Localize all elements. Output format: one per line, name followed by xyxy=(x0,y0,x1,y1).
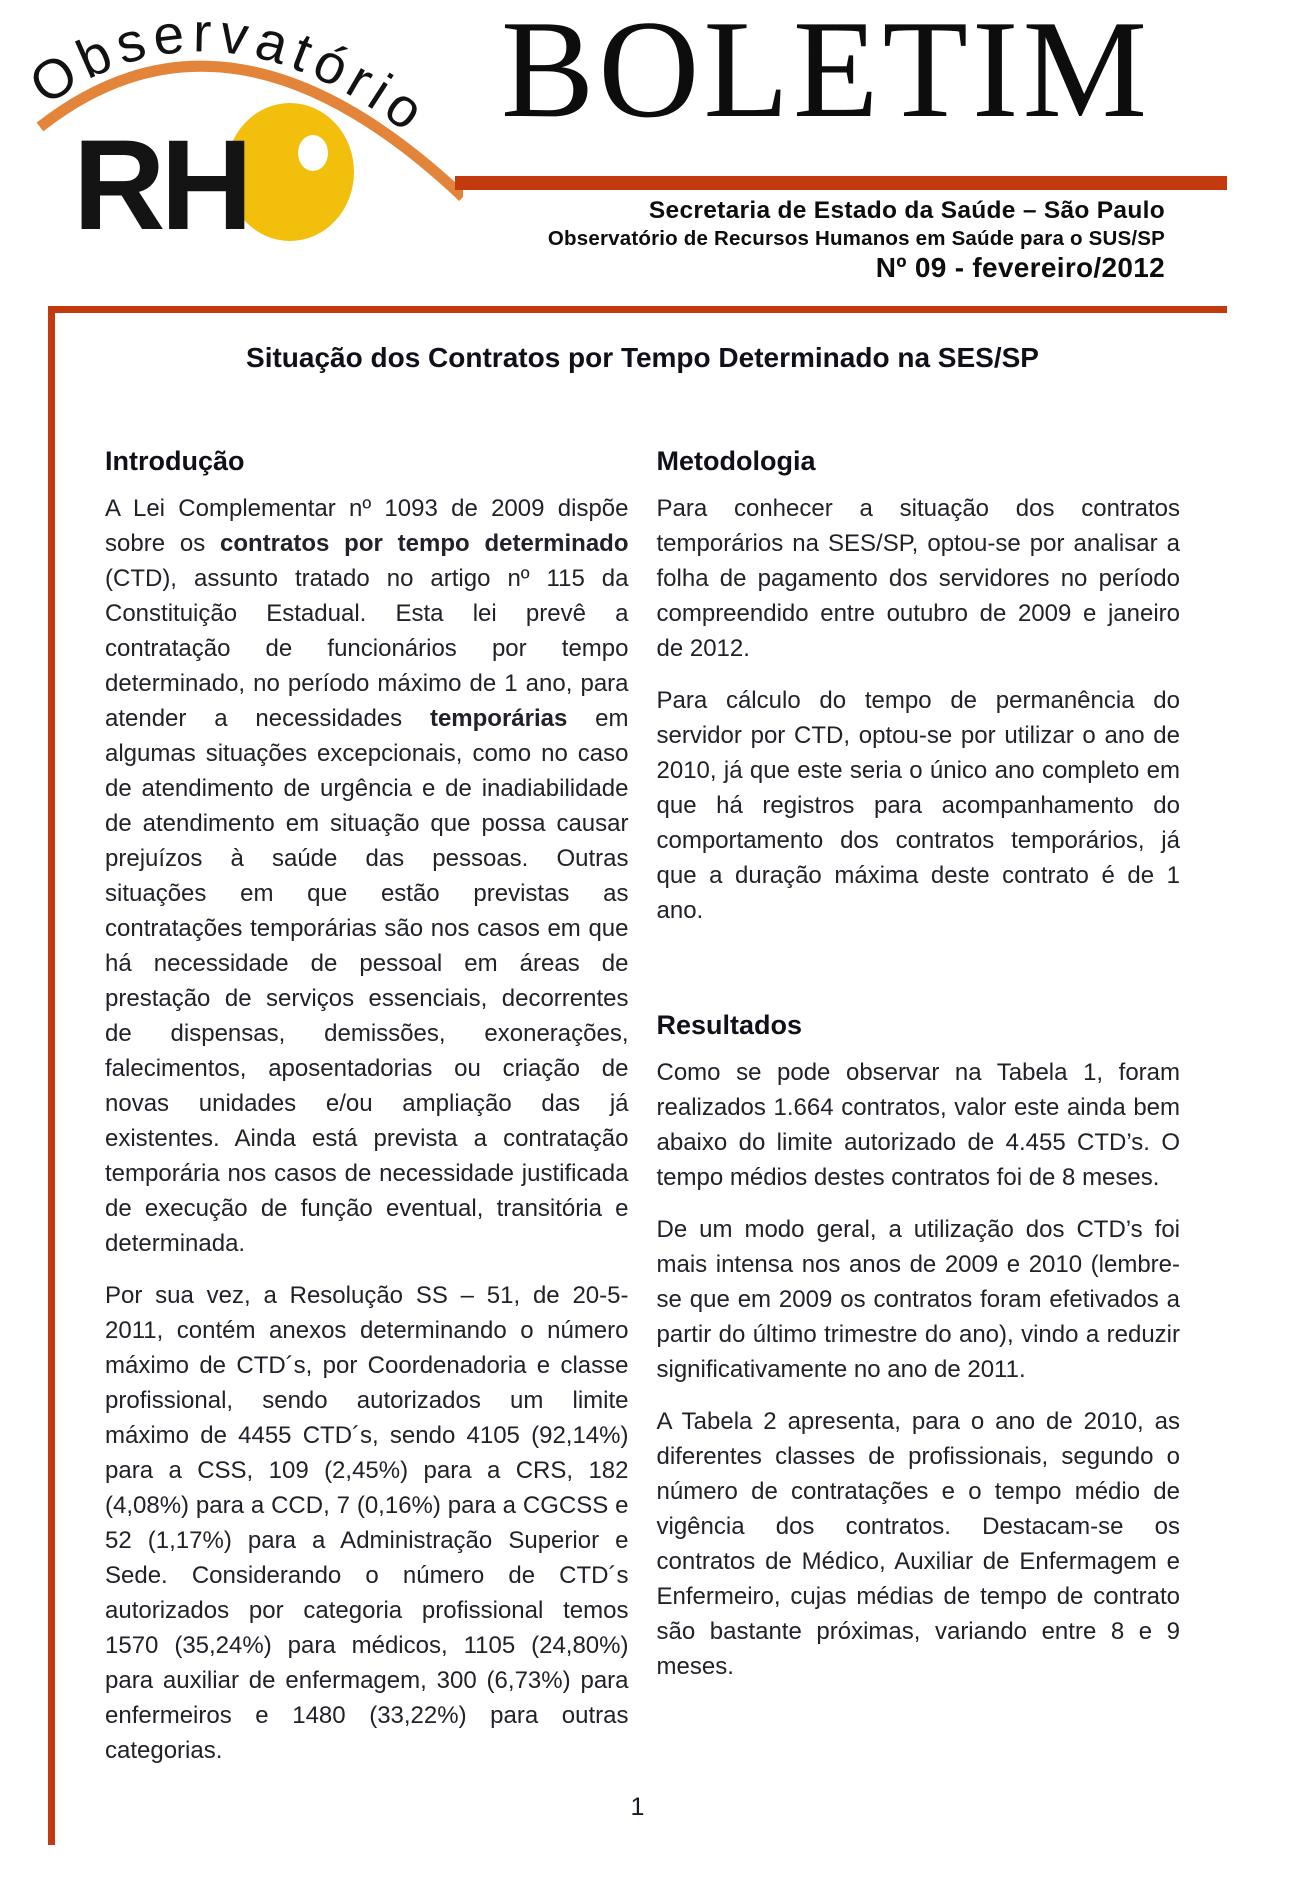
header-lines xyxy=(548,196,1165,284)
paragraph: Como se pode observar na Tabela 1, foram realizados 1.664 contratos, valor este ainda bem abaixo do limite autorizado de 4.455 CTD’s. O tempo médios destes contratos foi de 8 meses. xyxy=(656,1059,1180,1191)
metodologia-paragraphs xyxy=(657,491,1181,928)
intro-heading: Introdução xyxy=(105,446,245,476)
paragraph: Para conhecer a situação dos contratos temporários na SES/SP, optou-se por analisar a folha de pagamento dos servidores no período compreendido entre outubro de 2009 e janeiro de 2012. xyxy=(656,495,1180,662)
logo-rh-word: RH xyxy=(73,114,248,250)
masthead-title: BOLETIM xyxy=(500,0,1152,147)
header-divider-bar xyxy=(455,176,1227,190)
org-name-line: Secretaria de Estado da Saúde – São Paulo xyxy=(648,197,1165,224)
observatorio-rh-logo xyxy=(18,5,463,250)
resultados-paragraphs xyxy=(657,1055,1181,1684)
paragraph: Por sua vez, a Resolução SS – 51, de 20-5-2011, contém anexos determinando o número máximo de CTD´s, por Coordenadoria e classe profissional, sendo autorizados um limite máximo de 4455 CTD´s, sendo 4105 (92,14%) para a CSS, 109 (2,45%) para a CRS, 182 (4,08%) para a CCD, 7 (0,16%) para a CGCSS e 52 (1,17%) para a Administração Superior e Sede. Considerando o número de CTD´s autorizados por categoria profissional temos 1570 (35,24%) para médicos, 1105 (24,80%) para auxiliar de enfermagem, 300 (6,73%) para enfermeiros e 1480 (33,22%) para outras categorias. xyxy=(105,1282,629,1764)
paragraph: A Tabela 2 apresenta, para o ano de 2010, as diferentes classes de profissionais, segundo o número de contratações e o tempo médio de vigência dos contratos. Destacam-se os contratos de Médico, Auxiliar de Enfermagem e Enfermeiro, cujas médias de tempo de contrato são bastante próximas, variando entre 8 e 9 meses. xyxy=(656,1408,1180,1680)
two-column-body xyxy=(105,444,1180,1785)
content-frame xyxy=(48,306,1227,1845)
paragraph: De um modo geral, a utilização dos CTD’s foi mais intensa nos anos de 2009 e 2010 (lembre-se que em 2009 os contratos foram efetivados a partir do último trimestre do ano), vindo a reduzir significativamente no ano de 2011. xyxy=(656,1216,1180,1383)
paragraph: Para cálculo do tempo de permanência do servidor por CTD, optou-se por utilizar o ano de 2010, já que este seria o único ano completo em que há registros para acompanhamento do comportamento dos contratos temporários, já que a duração máxima deste contrato é de 1 ano. xyxy=(656,687,1180,924)
left-column xyxy=(105,444,629,1785)
logo-arc-word: Observatório xyxy=(18,5,441,147)
intro-paragraphs xyxy=(105,491,629,1768)
eye-highlight-shape xyxy=(298,135,328,171)
issue-number-line: Nº 09 - fevereiro/2012 xyxy=(875,252,1165,283)
article-title: Situação dos Contratos por Tempo Determinado na SES/SP xyxy=(246,342,1039,373)
program-name-line: Observatório de Recursos Humanos em Saúde para o SUS/SP xyxy=(547,227,1165,250)
page-number: 1 xyxy=(630,1793,645,1821)
metodologia-heading: Metodologia xyxy=(656,446,816,476)
resultados-heading: Resultados xyxy=(656,1010,803,1040)
paragraph: A Lei Complementar nº 1093 de 2009 dispõe sobre os contratos por tempo determinado (CTD), assunto tratado no artigo nº 115 da Constituição Estadual. Esta lei prevê a contratação de funcionários por tempo determinado, no período máximo de 1 ano, para atender a necessidades temporárias em algumas situações excepcionais, como no caso de atendimento de urgência e de inadiabilidade de atendimento em situação que possa causar prejuízos à saúde das pessoas. Outras situações em que estão previstas as contratações temporárias são nos casos em que há necessidade de pessoal em áreas de prestação de serviços essenciais, decorrentes de dispensas, demissões, exonerações, falecimentos, aposentadorias ou criação de novas unidades e/ou ampliação das já existentes. Ainda está prevista a contratação temporária nos casos de necessidade justificada de execução de função eventual, transitória e determinada. xyxy=(105,495,629,1257)
right-column xyxy=(657,444,1181,1785)
